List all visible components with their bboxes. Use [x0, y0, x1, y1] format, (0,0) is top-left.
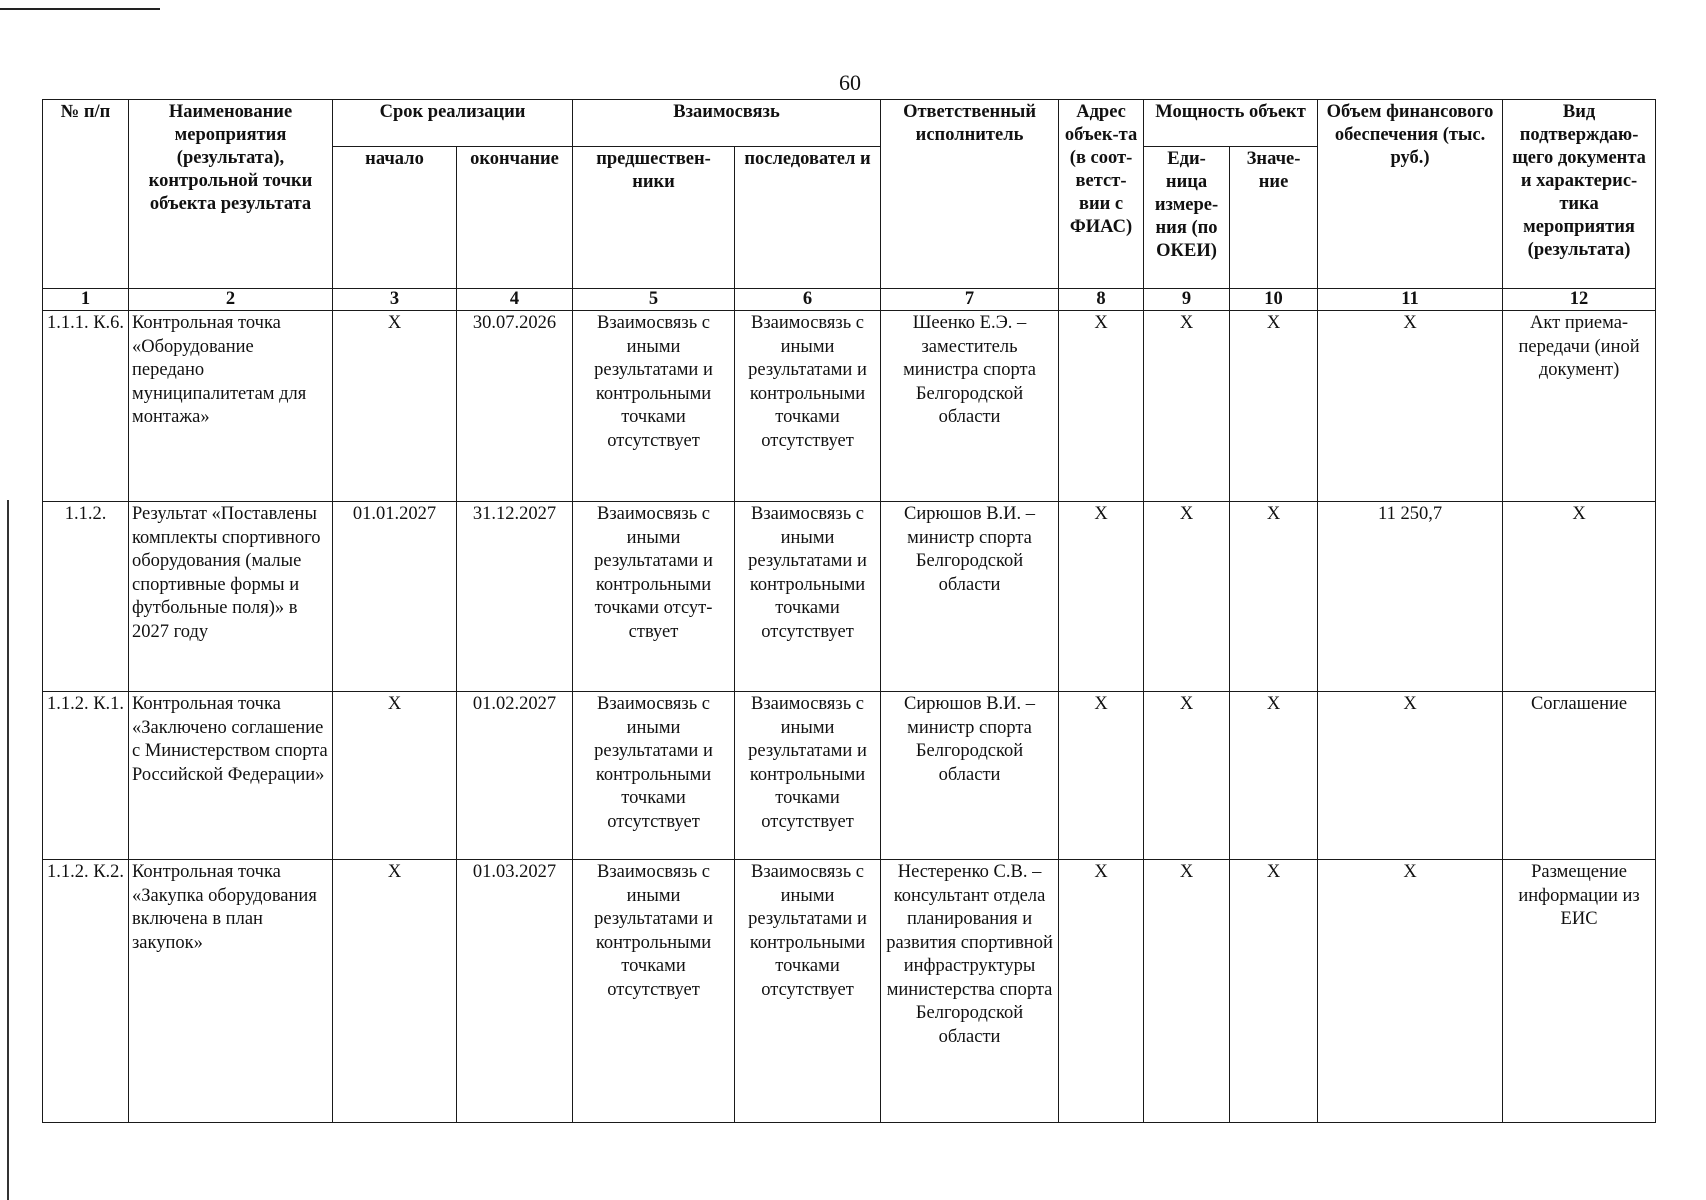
row-end: 01.02.2027: [457, 692, 573, 860]
header-name: Наименование мероприятия (результата), контрольной точки объекта результата: [129, 100, 333, 289]
row-unit: X: [1144, 502, 1230, 692]
header-period-start: начало: [333, 147, 457, 289]
col-number: 1: [43, 289, 129, 311]
col-number: 3: [333, 289, 457, 311]
row-doc: Соглашение: [1503, 692, 1656, 860]
col-number: 7: [881, 289, 1059, 311]
col-number: 8: [1059, 289, 1144, 311]
row-responsible: Нестеренко С.В. – консультант отдела планирования и развития спортивной инфраструктуры министерства спорта Белгородской области: [881, 860, 1059, 1123]
row-prev: Взаимосвязь с иными результатами и контрольными точками отсутствует: [573, 311, 735, 502]
row-value: X: [1230, 860, 1318, 1123]
row-end: 01.03.2027: [457, 860, 573, 1123]
row-start: X: [333, 311, 457, 502]
row-address: X: [1059, 860, 1144, 1123]
col-number: 11: [1318, 289, 1503, 311]
table-row: [43, 692, 1656, 860]
header-capacity: Мощность объект: [1144, 100, 1318, 147]
row-responsible: Сирюшов В.И. – министр спорта Белгородской области: [881, 692, 1059, 860]
header-period: Срок реализации: [333, 100, 573, 147]
row-responsible: Сирюшов В.И. – министр спорта Белгородской области: [881, 502, 1059, 692]
row-finance: X: [1318, 311, 1503, 502]
table-row: [43, 860, 1656, 1123]
row-address: X: [1059, 502, 1144, 692]
row-prev: Взаимосвязь с иными результатами и контрольными точками отсутствует: [573, 692, 735, 860]
col-number: 4: [457, 289, 573, 311]
row-value: X: [1230, 311, 1318, 502]
row-doc: X: [1503, 502, 1656, 692]
column-number-row: [43, 289, 1656, 311]
row-next: Взаимосвязь с иными результатами и контрольными точками отсутствует: [735, 311, 881, 502]
row-prev: Взаимосвязь с иными результатами и контрольными точками отсут-ствует: [573, 502, 735, 692]
header-link-prev: предшествен-ники: [573, 147, 735, 289]
top-rule: [0, 8, 160, 10]
row-name: Контрольная точка «Оборудование передано муниципалитетам для монтажа»: [129, 311, 333, 502]
header-finance: Объем финансового обеспечения (тыс. руб.): [1318, 100, 1503, 289]
row-num: 1.1.2. К.1.: [43, 692, 129, 860]
row-end: 31.12.2027: [457, 502, 573, 692]
row-address: X: [1059, 311, 1144, 502]
page-number: 60: [839, 70, 861, 95]
row-finance: X: [1318, 860, 1503, 1123]
row-name: Контрольная точка «Заключено соглашение с Министерством спорта Российской Федерации»: [129, 692, 333, 860]
header-period-end: окончание: [457, 147, 573, 289]
row-start: 01.01.2027: [333, 502, 457, 692]
row-num: 1.1.2. К.2.: [43, 860, 129, 1123]
col-number: 12: [1503, 289, 1656, 311]
header-link: Взаимосвязь: [573, 100, 881, 147]
row-value: X: [1230, 502, 1318, 692]
row-num: 1.1.2.: [43, 502, 129, 692]
row-value: X: [1230, 692, 1318, 860]
table-row: [43, 502, 1656, 692]
header-num: № п/п: [43, 100, 129, 289]
row-responsible: Шеенко Е.Э. – заместитель министра спорта Белгородской области: [881, 311, 1059, 502]
row-finance: X: [1318, 692, 1503, 860]
table-row: [43, 311, 1656, 502]
row-start: X: [333, 692, 457, 860]
row-doc: Размещение информации из ЕИС: [1503, 860, 1656, 1123]
row-start: X: [333, 860, 457, 1123]
row-name: Контрольная точка «Закупка оборудования включена в план закупок»: [129, 860, 333, 1123]
col-number: 5: [573, 289, 735, 311]
header-capacity-value: Значе-ние: [1230, 147, 1318, 289]
row-next: Взаимосвязь с иными результатами и контрольными точками отсутствует: [735, 860, 881, 1123]
row-num: 1.1.1. К.6.: [43, 311, 129, 502]
row-end: 30.07.2026: [457, 311, 573, 502]
row-unit: X: [1144, 311, 1230, 502]
col-number: 9: [1144, 289, 1230, 311]
header-capacity-unit: Еди-ница измере-ния (по ОКЕИ): [1144, 147, 1230, 289]
header-link-next: последовател и: [735, 147, 881, 289]
row-prev: Взаимосвязь с иными результатами и контрольными точками отсутствует: [573, 860, 735, 1123]
row-doc: Акт приема-передачи (иной документ): [1503, 311, 1656, 502]
header-address: Адрес объек-та (в соот-ветст-вии с ФИАС): [1059, 100, 1144, 289]
row-unit: X: [1144, 860, 1230, 1123]
col-number: 10: [1230, 289, 1318, 311]
row-finance: 11 250,7: [1318, 502, 1503, 692]
header-doc-type: Вид подтверждаю-щего документа и характерис-тика мероприятия (результата): [1503, 100, 1656, 289]
col-number: 6: [735, 289, 881, 311]
col-number: 2: [129, 289, 333, 311]
header-responsible: Ответственный исполнитель: [881, 100, 1059, 289]
row-name: Результат «Поставлены комплекты спортивного оборудования (малые спортивные формы и футбольные поля)» в 2027 году: [129, 502, 333, 692]
row-next: Взаимосвязь с иными результатами и контрольными точками отсутствует: [735, 502, 881, 692]
plan-table: [42, 99, 1656, 1123]
row-address: X: [1059, 692, 1144, 860]
row-next: Взаимосвязь с иными результатами и контрольными точками отсутствует: [735, 692, 881, 860]
row-unit: X: [1144, 692, 1230, 860]
left-margin-rule: [7, 500, 9, 1200]
